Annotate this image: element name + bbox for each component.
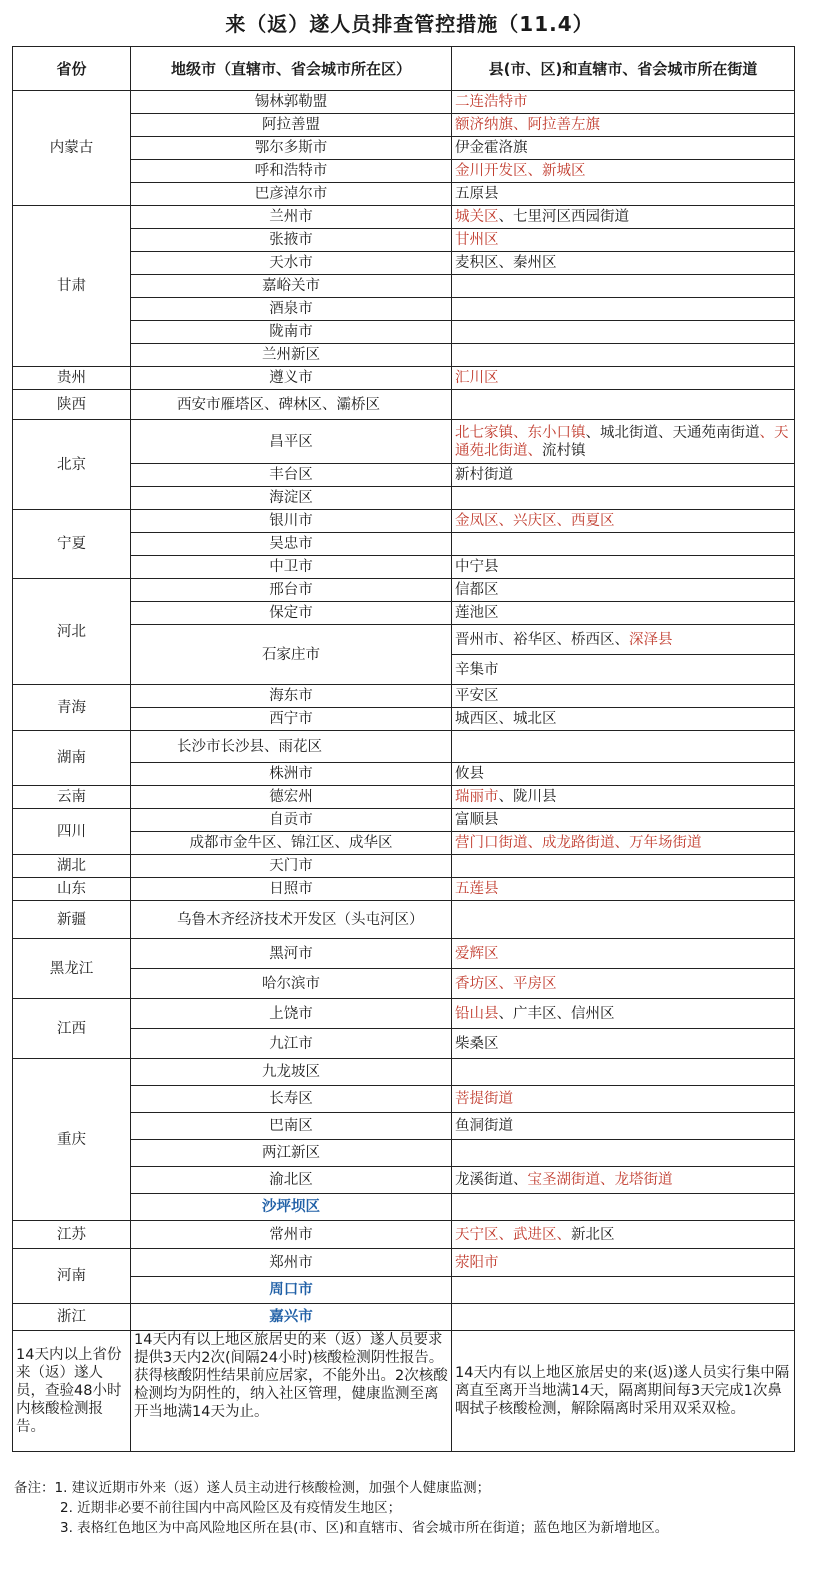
table-row — [13, 1221, 795, 1249]
district-cell — [452, 1086, 795, 1113]
district-segment: 柴桑区 — [455, 1035, 499, 1052]
province-cell: 河南 — [13, 1249, 131, 1304]
table-row — [13, 625, 795, 655]
district-cell — [452, 510, 795, 533]
city-cell: 乌鲁木齐经济技术开发区（头屯河区） — [131, 901, 452, 939]
district-segment: 金凤区、兴庆区、西夏区 — [455, 513, 615, 529]
district-segment: 天宁区、武进区、 — [455, 1226, 571, 1243]
province-cell: 浙江 — [13, 1304, 131, 1331]
district-cell — [452, 832, 795, 855]
city-cell: 银川市 — [131, 510, 452, 533]
table-row — [13, 1113, 795, 1140]
district-cell — [452, 275, 795, 298]
city-cell: 嘉兴市 — [131, 1304, 452, 1331]
table-row — [13, 832, 795, 855]
table-row — [13, 969, 795, 999]
district-cell — [452, 321, 795, 344]
district-cell — [452, 1194, 795, 1221]
district-cell — [452, 655, 795, 685]
city-cell: 张掖市 — [131, 229, 452, 252]
district-segment: 伊金霍洛旗 — [455, 140, 528, 156]
province-cell: 江西 — [13, 999, 131, 1059]
province-cell: 陕西 — [13, 390, 131, 420]
table-row — [13, 533, 795, 556]
header-city: 地级市（直辖市、省会城市所在区） — [131, 47, 452, 91]
city-cell: 海东市 — [131, 685, 452, 708]
district-segment: 、七里河区西园街道 — [498, 209, 629, 225]
table-row — [13, 1086, 795, 1113]
city-cell: 海淀区 — [131, 487, 452, 510]
district-segment: 中宁县 — [455, 559, 499, 575]
footer-col1: 14天内以上省份来（返）遂人员，查验48小时内核酸检测报告。 — [13, 1331, 131, 1452]
province-cell: 甘肃 — [13, 206, 131, 367]
city-cell: 九龙坡区 — [131, 1059, 452, 1086]
district-cell — [452, 763, 795, 786]
district-segment: 铅山县 — [455, 1005, 499, 1022]
city-cell: 西宁市 — [131, 708, 452, 731]
province-cell: 新疆 — [13, 901, 131, 939]
city-cell: 天水市 — [131, 252, 452, 275]
city-cell: 上饶市 — [131, 999, 452, 1029]
province-cell: 重庆 — [13, 1059, 131, 1221]
city-cell: 锡林郭勒盟 — [131, 91, 452, 114]
district-segment: 城西区、城北区 — [455, 711, 557, 727]
district-segment: 辛集市 — [455, 661, 499, 678]
city-cell: 鄂尔多斯市 — [131, 137, 452, 160]
table-body — [13, 91, 795, 1331]
district-cell — [452, 137, 795, 160]
district-segment: 额济纳旗、阿拉善左旗 — [455, 117, 600, 133]
district-cell — [452, 390, 795, 420]
city-cell: 酒泉市 — [131, 298, 452, 321]
city-cell: 成都市金牛区、锦江区、成华区 — [131, 832, 452, 855]
district-segment: 营门口街道、成龙路街道、万年场街道 — [455, 835, 702, 851]
district-segment: 金川开发区、新城区 — [455, 163, 586, 179]
province-cell: 内蒙古 — [13, 91, 131, 206]
province-cell: 贵州 — [13, 367, 131, 390]
table-row — [13, 183, 795, 206]
district-segment: 宝圣湖街道、龙塔街道 — [527, 1172, 673, 1188]
district-segment: 、天通苑北街道、 — [455, 424, 789, 459]
table-row — [13, 1304, 795, 1331]
city-cell: 周口市 — [131, 1277, 452, 1304]
footer-col3: 14天内有以上地区旅居史的来(返)遂人员实行集中隔离直至离开当地满14天，隔离期间每3天完成1次鼻咽拭子核酸检测，解除隔离时采用双采双检。 — [452, 1331, 795, 1452]
table-row — [13, 298, 795, 321]
table-row — [13, 390, 795, 420]
city-cell: 长沙市长沙县、雨花区 — [131, 731, 452, 763]
table-row — [13, 999, 795, 1029]
table-row — [13, 602, 795, 625]
district-cell — [452, 685, 795, 708]
city-cell: 西安市雁塔区、碑林区、灞桥区 — [131, 390, 452, 420]
city-cell: 邢台市 — [131, 579, 452, 602]
city-cell: 九江市 — [131, 1029, 452, 1059]
city-cell: 渝北区 — [131, 1167, 452, 1194]
district-cell — [452, 939, 795, 969]
city-cell: 德宏州 — [131, 786, 452, 809]
district-cell — [452, 91, 795, 114]
district-segment: 二连浩特市 — [455, 94, 528, 110]
table-row — [13, 160, 795, 183]
city-cell: 自贡市 — [131, 809, 452, 832]
table-row — [13, 1194, 795, 1221]
district-cell — [452, 1167, 795, 1194]
header-province: 省份 — [13, 47, 131, 91]
province-cell: 江苏 — [13, 1221, 131, 1249]
district-cell — [452, 252, 795, 275]
note-2: 2. 近期非必要不前往国内中高风险区及有疫情发生地区； — [60, 1500, 402, 1516]
district-cell — [452, 487, 795, 510]
district-segment: 鱼洞街道 — [455, 1118, 513, 1134]
city-cell: 天门市 — [131, 855, 452, 878]
table-row — [13, 1059, 795, 1086]
table-row — [13, 1167, 795, 1194]
city-cell: 黑河市 — [131, 939, 452, 969]
district-segment: 莲池区 — [455, 605, 499, 621]
city-cell: 沙坪坝区 — [131, 1194, 452, 1221]
province-cell: 山东 — [13, 878, 131, 901]
city-cell: 昌平区 — [131, 420, 452, 464]
district-segment: 新村街道 — [455, 467, 513, 483]
table-row — [13, 708, 795, 731]
district-segment: 深泽县 — [629, 631, 673, 648]
province-cell: 青海 — [13, 685, 131, 731]
district-segment: 麦积区、秦州区 — [455, 255, 557, 271]
district-cell — [452, 1277, 795, 1304]
district-segment: 菩提街道 — [455, 1091, 513, 1107]
header-district: 县(市、区)和直辖市、省会城市所在街道 — [452, 47, 795, 91]
table-row — [13, 1140, 795, 1167]
district-segment: 晋州市、裕华区、桥西区、 — [455, 631, 629, 648]
district-segment: 汇川区 — [455, 370, 499, 386]
notes — [14, 1478, 804, 1538]
city-cell: 呼和浩特市 — [131, 160, 452, 183]
province-cell: 宁夏 — [13, 510, 131, 579]
district-cell — [452, 969, 795, 999]
table-row — [13, 855, 795, 878]
table-row — [13, 685, 795, 708]
district-segment: 五原县 — [455, 186, 499, 202]
table-row — [13, 763, 795, 786]
district-cell — [452, 579, 795, 602]
city-cell: 石家庄市 — [131, 625, 452, 685]
district-cell — [452, 901, 795, 939]
province-cell: 湖南 — [13, 731, 131, 786]
table-row — [13, 252, 795, 275]
district-segment: 龙溪街道、 — [455, 1172, 528, 1188]
district-cell — [452, 298, 795, 321]
city-cell: 株洲市 — [131, 763, 452, 786]
district-cell — [452, 1140, 795, 1167]
district-segment: 爱辉区 — [455, 945, 499, 962]
district-cell — [452, 1249, 795, 1277]
district-cell — [452, 206, 795, 229]
province-cell: 北京 — [13, 420, 131, 510]
table-row — [13, 1277, 795, 1304]
city-cell: 巴彦淖尔市 — [131, 183, 452, 206]
district-segment: 、陇川县 — [498, 789, 557, 805]
district-segment: 瑞丽市 — [455, 789, 499, 805]
table-row — [13, 556, 795, 579]
city-cell: 遵义市 — [131, 367, 452, 390]
table-row — [13, 321, 795, 344]
city-cell: 丰台区 — [131, 464, 452, 487]
table-row — [13, 114, 795, 137]
district-segment: 荥阳市 — [455, 1254, 499, 1271]
city-cell: 嘉峪关市 — [131, 275, 452, 298]
district-segment: 、广丰区、信州区 — [498, 1005, 615, 1022]
table-row — [13, 137, 795, 160]
footer-col2: 14天内有以上地区旅居史的来（返）遂人员要求提供3天内2次(间隔24小时)核酸检测阴性报告。获得核酸阴性结果前应居家，不能外出。2次核酸检测均为阴性的，纳入社区管理，健康监测至离开当地满14天为止。 — [131, 1331, 452, 1452]
district-cell — [452, 114, 795, 137]
district-cell — [452, 855, 795, 878]
table-row — [13, 344, 795, 367]
district-cell — [452, 625, 795, 655]
province-cell: 湖北 — [13, 855, 131, 878]
district-segment: 北七家镇、东小口镇 — [455, 424, 586, 441]
province-cell: 黑龙江 — [13, 939, 131, 999]
district-cell — [452, 731, 795, 763]
table-row — [13, 510, 795, 533]
table-row — [13, 878, 795, 901]
city-cell: 阿拉善盟 — [131, 114, 452, 137]
city-cell: 长寿区 — [131, 1086, 452, 1113]
city-cell: 巴南区 — [131, 1113, 452, 1140]
district-cell — [452, 1221, 795, 1249]
city-cell: 常州市 — [131, 1221, 452, 1249]
district-cell — [452, 878, 795, 901]
province-cell: 云南 — [13, 786, 131, 809]
table-row — [13, 939, 795, 969]
table-row — [13, 809, 795, 832]
district-cell — [452, 1304, 795, 1331]
header-row — [13, 47, 795, 91]
district-cell — [452, 160, 795, 183]
district-segment: 甘州区 — [455, 232, 499, 248]
district-cell — [452, 708, 795, 731]
table-row — [13, 275, 795, 298]
city-cell: 保定市 — [131, 602, 452, 625]
district-segment: 流村镇 — [542, 442, 586, 459]
district-cell — [452, 420, 795, 464]
note-3: 3. 表格红色地区为中高风险地区所在县(市、区)和直辖市、省会城市所在街道；蓝色地区为新增地区。 — [60, 1520, 669, 1536]
table-row — [13, 1249, 795, 1277]
district-cell — [452, 1113, 795, 1140]
district-cell — [452, 229, 795, 252]
control-measures-table — [12, 46, 795, 1452]
city-cell: 陇南市 — [131, 321, 452, 344]
city-cell: 吴忠市 — [131, 533, 452, 556]
city-cell: 兰州新区 — [131, 344, 452, 367]
table-row — [13, 1029, 795, 1059]
table-row — [13, 731, 795, 763]
table-row — [13, 901, 795, 939]
footer-row — [13, 1331, 795, 1452]
city-cell: 郑州市 — [131, 1249, 452, 1277]
city-cell: 两江新区 — [131, 1140, 452, 1167]
district-segment: 攸县 — [455, 766, 484, 782]
table-row — [13, 464, 795, 487]
district-segment: 富顺县 — [455, 812, 499, 828]
district-segment: 新北区 — [571, 1226, 615, 1243]
city-cell: 日照市 — [131, 878, 452, 901]
district-cell — [452, 556, 795, 579]
district-cell — [452, 999, 795, 1029]
table-row — [13, 229, 795, 252]
province-cell: 河北 — [13, 579, 131, 685]
district-cell — [452, 809, 795, 832]
district-cell — [452, 533, 795, 556]
district-cell — [452, 1029, 795, 1059]
district-cell — [452, 183, 795, 206]
table-row — [13, 91, 795, 114]
district-segment: 五莲县 — [455, 881, 499, 897]
city-cell: 中卫市 — [131, 556, 452, 579]
table-row — [13, 487, 795, 510]
district-segment: 平安区 — [455, 688, 499, 704]
district-cell — [452, 602, 795, 625]
page-title: 来（返）遂人员排查管控措施（11.4） — [225, 11, 594, 36]
district-cell — [452, 1059, 795, 1086]
district-segment: 香坊区、平房区 — [455, 975, 557, 992]
district-cell — [452, 367, 795, 390]
district-segment: 信都区 — [455, 582, 499, 598]
district-cell — [452, 786, 795, 809]
district-segment: 、城北街道、天通苑南街道 — [585, 424, 760, 441]
table-row — [13, 786, 795, 809]
table-row — [13, 367, 795, 390]
district-cell — [452, 344, 795, 367]
province-cell: 四川 — [13, 809, 131, 855]
table-row — [13, 579, 795, 602]
table-row — [13, 420, 795, 464]
district-segment: 城关区 — [455, 209, 499, 225]
note-1: 备注：1. 建议近期市外来（返）遂人员主动进行核酸检测，加强个人健康监测； — [14, 1480, 491, 1496]
table-row — [13, 206, 795, 229]
city-cell: 哈尔滨市 — [131, 969, 452, 999]
city-cell: 兰州市 — [131, 206, 452, 229]
district-cell — [452, 464, 795, 487]
